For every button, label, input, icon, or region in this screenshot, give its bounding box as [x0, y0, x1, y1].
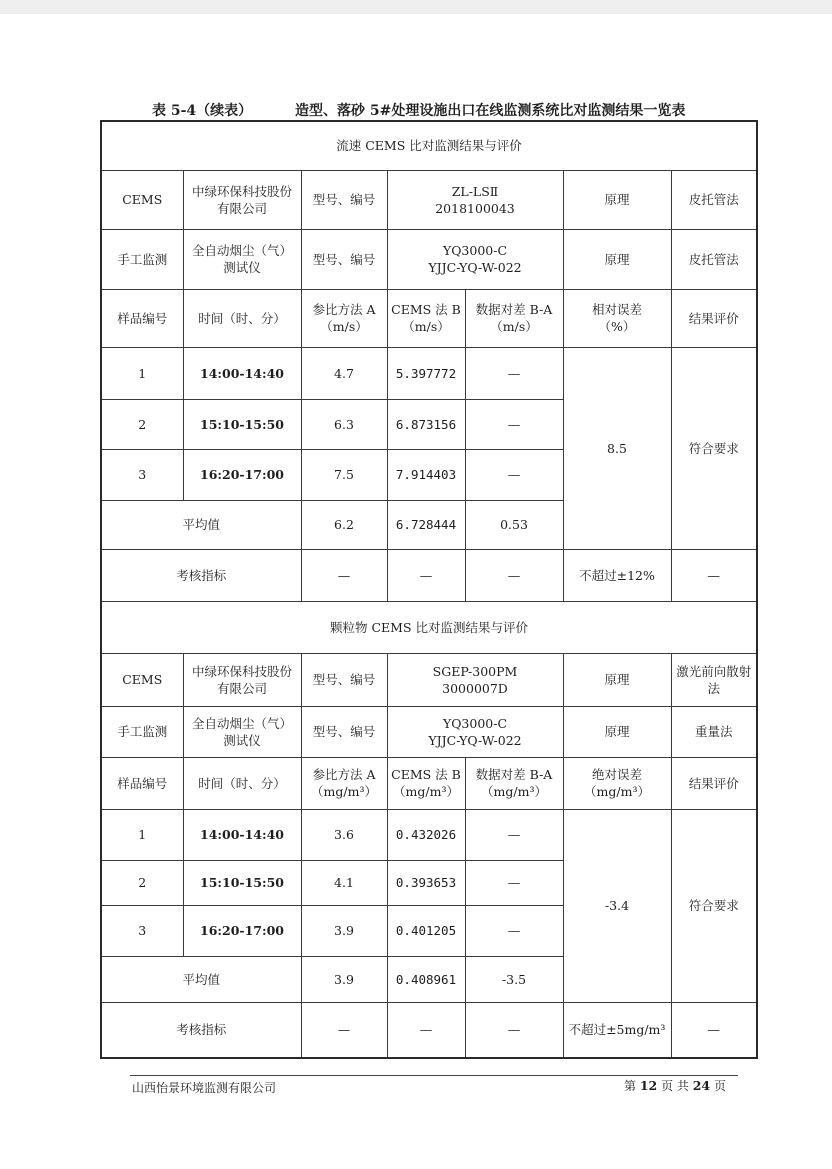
flow-header-diff-line2: （m/s）: [490, 319, 538, 334]
flow-cems-principle: 皮托管法: [671, 170, 757, 229]
particulate-header-time: 时间（时、分）: [183, 757, 301, 809]
flow-header-cems-b-line2: （m/s）: [402, 319, 450, 334]
particulate-cems-maker: 中绿环保科技股份有限公司: [183, 653, 301, 706]
table-caption: [0, 100, 832, 120]
flow-average-label: 平均值: [101, 500, 301, 549]
flow-header-error-line1: 相对误差: [591, 302, 642, 317]
table-row: [101, 347, 757, 399]
particulate-manual-model-label: 型号、编号: [301, 706, 387, 757]
footer-company: 山西怡景环境监测有限公司: [132, 1081, 277, 1095]
flow-manual-device: 全自动烟尘（气）测试仪: [183, 229, 301, 289]
particulate-cems-principle-label: 原理: [563, 653, 671, 706]
flow-criteria-b: —: [387, 549, 465, 601]
particulate-row1-diff: —: [465, 809, 563, 860]
particulate-row1-b: 0.432026: [387, 809, 465, 860]
particulate-header-diff: [465, 757, 563, 809]
particulate-row3-diff: —: [465, 905, 563, 956]
flow-header-result: 结果评价: [671, 289, 757, 347]
flow-cems-model-label: 型号、编号: [301, 170, 387, 229]
footer-divider: [130, 1075, 738, 1076]
footer-page-prefix: 第: [624, 1079, 637, 1093]
flow-header-error: [563, 289, 671, 347]
table-number: 表 5-4（续表）: [152, 103, 253, 119]
particulate-average-b: 0.408961: [387, 956, 465, 1002]
particulate-criteria-label: 考核指标: [101, 1002, 301, 1058]
particulate-column-header-row: [101, 757, 757, 809]
table-row: [101, 809, 757, 860]
flow-row1-a: 4.7: [301, 347, 387, 399]
flow-criteria-limit: 不超过±12%: [563, 549, 671, 601]
flow-row2-diff: —: [465, 399, 563, 449]
flow-average-b: 6.728444: [387, 500, 465, 549]
particulate-row1-no: 1: [101, 809, 183, 860]
flow-row3-no: 3: [101, 449, 183, 500]
particulate-criteria-a: —: [301, 1002, 387, 1058]
particulate-average-label: 平均值: [101, 956, 301, 1002]
particulate-manual-model: [387, 706, 563, 757]
flow-cems-model-line1: ZL-LSⅡ: [451, 183, 499, 199]
particulate-row1-time: 14:00-14:40: [183, 809, 301, 860]
particulate-manual-principle: 重量法: [671, 706, 757, 757]
flow-criteria-result: —: [671, 549, 757, 601]
flow-cems-maker: 中绿环保科技股份有限公司: [183, 170, 301, 229]
flow-average-a: 6.2: [301, 500, 387, 549]
flow-row3-diff: —: [465, 449, 563, 500]
footer-page-total: 24: [692, 1078, 711, 1093]
flow-section-header-row: [101, 121, 757, 170]
particulate-average-a: 3.9: [301, 956, 387, 1002]
particulate-section-header-row: [101, 601, 757, 653]
flow-row1-b: 5.397772: [387, 347, 465, 399]
flow-average-diff: 0.53: [465, 500, 563, 549]
flow-manual-principle: 皮托管法: [671, 229, 757, 289]
flow-manual-model: [387, 229, 563, 289]
particulate-row2-diff: —: [465, 860, 563, 905]
particulate-criteria-diff: —: [465, 1002, 563, 1058]
flow-row3-b: 7.914403: [387, 449, 465, 500]
particulate-row2-b: 0.393653: [387, 860, 465, 905]
flow-header-method-a-line2: （m/s）: [320, 319, 368, 334]
particulate-row3-no: 3: [101, 905, 183, 956]
particulate-header-error-line1: 绝对误差: [591, 767, 642, 782]
particulate-manual-row: [101, 706, 757, 757]
particulate-row3-b: 0.401205: [387, 905, 465, 956]
flow-manual-model-line2: YJJC-YQ-W-022: [428, 260, 522, 275]
particulate-manual-model-line2: YJJC-YQ-W-022: [428, 732, 522, 748]
particulate-section-title: 颗粒物 CEMS 比对监测结果与评价: [101, 601, 757, 653]
particulate-cems-model: [387, 653, 563, 706]
particulate-header-result: 结果评价: [671, 757, 757, 809]
flow-row3-time: 16:20-17:00: [183, 449, 301, 500]
footer-page-number: 12: [639, 1078, 658, 1093]
particulate-criteria-result: —: [671, 1002, 757, 1058]
flow-row1-no: 1: [101, 347, 183, 399]
flow-column-header-row: [101, 289, 757, 347]
footer-page-mid: 页 共: [661, 1079, 689, 1093]
particulate-cems-model-line2: 3000007D: [442, 680, 508, 696]
flow-header-error-line2: （%）: [598, 319, 636, 334]
particulate-cems-model-label: 型号、编号: [301, 653, 387, 706]
particulate-cems-principle: 激光前向散射法: [671, 653, 757, 706]
flow-cems-model: [387, 170, 563, 229]
particulate-manual-principle-label: 原理: [563, 706, 671, 757]
particulate-header-cems-b: [387, 757, 465, 809]
particulate-cems-row: [101, 653, 757, 706]
scan-border: [0, 0, 832, 14]
particulate-header-error-line2: （mg/m³）: [584, 784, 650, 799]
flow-manual-model-label: 型号、编号: [301, 229, 387, 289]
flow-row2-b: 6.873156: [387, 399, 465, 449]
particulate-header-method-a-line2: （mg/m³）: [311, 784, 377, 799]
particulate-row2-no: 2: [101, 860, 183, 905]
flow-row2-time: 15:10-15:50: [183, 399, 301, 449]
particulate-manual-model-line1: YQ3000-C: [442, 715, 508, 731]
flow-header-method-a-line1: 参比方法 A: [312, 302, 376, 317]
flow-row1-time: 14:00-14:40: [183, 347, 301, 399]
particulate-row3-a: 3.9: [301, 905, 387, 956]
flow-result-value: 符合要求: [671, 347, 757, 549]
flow-row1-diff: —: [465, 347, 563, 399]
flow-row2-no: 2: [101, 399, 183, 449]
flow-header-diff-line1: 数据对差 B-A: [475, 302, 553, 317]
flow-section-title: 流速 CEMS 比对监测结果与评价: [101, 121, 757, 170]
particulate-manual-label: 手工监测: [101, 706, 183, 757]
flow-header-diff: [465, 289, 563, 347]
particulate-result-value: 符合要求: [671, 809, 757, 1002]
particulate-row3-time: 16:20-17:00: [183, 905, 301, 956]
particulate-cems-label: CEMS: [101, 653, 183, 706]
flow-error-value: 8.5: [563, 347, 671, 549]
particulate-criteria-row: [101, 1002, 757, 1058]
footer-page-indicator: [624, 1077, 726, 1094]
flow-manual-row: [101, 229, 757, 289]
table-title: 造型、落砂 5#处理设施出口在线监测系统比对监测结果一览表: [295, 103, 686, 119]
flow-manual-model-line1: YQ3000-C: [442, 243, 508, 258]
particulate-criteria-b: —: [387, 1002, 465, 1058]
flow-manual-principle-label: 原理: [563, 229, 671, 289]
flow-manual-label: 手工监测: [101, 229, 183, 289]
particulate-row2-a: 4.1: [301, 860, 387, 905]
particulate-average-diff: -3.5: [465, 956, 563, 1002]
footer-page-suffix: 页: [713, 1079, 726, 1093]
particulate-header-method-a-line1: 参比方法 A: [312, 767, 376, 782]
flow-cems-principle-label: 原理: [563, 170, 671, 229]
flow-header-cems-b-line1: CEMS 法 B: [391, 302, 461, 317]
flow-row3-a: 7.5: [301, 449, 387, 500]
particulate-cems-model-line1: SGEP-300PM: [432, 663, 518, 679]
flow-criteria-row: [101, 549, 757, 601]
flow-cems-label: CEMS: [101, 170, 183, 229]
flow-cems-model-line2: 2018100043: [435, 200, 515, 216]
particulate-row2-time: 15:10-15:50: [183, 860, 301, 905]
flow-criteria-label: 考核指标: [101, 549, 301, 601]
flow-header-sample-no: 样品编号: [101, 289, 183, 347]
comparison-table: [100, 120, 758, 1059]
flow-header-time: 时间（时、分）: [183, 289, 301, 347]
particulate-header-sample-no: 样品编号: [101, 757, 183, 809]
flow-header-cems-b: [387, 289, 465, 347]
flow-row2-a: 6.3: [301, 399, 387, 449]
particulate-header-cems-b-line1: CEMS 法 B: [391, 767, 461, 782]
flow-criteria-diff: —: [465, 549, 563, 601]
particulate-header-cems-b-line2: （mg/m³）: [393, 784, 459, 799]
particulate-header-method-a: [301, 757, 387, 809]
particulate-header-error: [563, 757, 671, 809]
particulate-manual-device: 全自动烟尘（气）测试仪: [183, 706, 301, 757]
flow-header-method-a: [301, 289, 387, 347]
particulate-criteria-limit: 不超过±5mg/m³: [563, 1002, 671, 1058]
particulate-header-diff-line1: 数据对差 B-A: [475, 767, 553, 782]
flow-cems-row: [101, 170, 757, 229]
flow-criteria-a: —: [301, 549, 387, 601]
particulate-header-diff-line2: （mg/m³）: [481, 784, 547, 799]
particulate-row1-a: 3.6: [301, 809, 387, 860]
particulate-error-value: -3.4: [563, 809, 671, 1002]
